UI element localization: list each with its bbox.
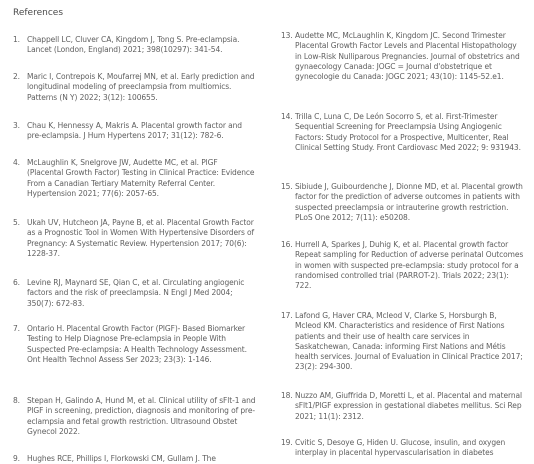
reference-number: 15. xyxy=(281,182,293,191)
reference-number: 17. xyxy=(281,311,293,320)
reference-text: McLaughlin K, Snelgrove JW, Audette MC, et al. PlGF (Placental Growth Factor) Testing in Clinical Practice: Evidence From a Canadian Tertiary Maternity Referral Center. Hypertension 2021; 77(6): 2057-65. xyxy=(27,158,255,198)
reference-item-16 xyxy=(281,240,524,291)
reference-number: 13. xyxy=(281,31,293,40)
reference-text: Lafond G, Haver CRA, Mcleod V, Clarke S, Horsburgh B, Mcleod KM. Characteristics and residence of First Nations patients and their use of health care services in Saskatchewan, Canada: informing First Nations and Métis health services. Journal of Evaluation in Clinical Practice 2017; 23(2): 294-300. xyxy=(295,311,523,372)
reference-text: Maric I, Contrepois K, Moufarrej MN, et al. Early prediction and longitudinal modeling of preeclampsia from multiomics. Patterns (N Y) 2022; 3(12): 100655. xyxy=(27,72,255,102)
reference-text: Chau K, Hennessy A, Makris A. Placental growth factor and pre-eclampsia. J Hum Hypertens 2017; 31(12): 782-6. xyxy=(27,121,242,141)
reference-text: Nuzzo AM, Giuffrida D, Moretti L, et al. Placental and maternal sFlt1/PlGF expression in gestational diabetes mellitus. Sci Rep 2021; 11(1): 2312. xyxy=(295,391,522,421)
reference-number: 8. xyxy=(13,396,20,405)
reference-number: 18. xyxy=(281,391,293,400)
reference-text: Audette MC, McLaughlin K, Kingdom JC. Second Trimester Placental Growth Factor Levels and Placental Histopathology in Low-Risk Nulliparous Pregnancies. Journal of obstetrics and gynaecology Canada: JOGC = Journal d'obstetrique et gynecologie du Canada: JOGC 2021; 43(10): 1145-52.e1. xyxy=(295,31,520,82)
reference-text: Cvitic S, Desoye G, Hiden U. Glucose, insulin, and oxygen interplay in placental hypervascularisation in diabetes xyxy=(295,438,506,458)
reference-item-13 xyxy=(281,31,524,82)
reference-item-19 xyxy=(281,438,524,459)
reference-item-14 xyxy=(281,112,524,153)
reference-item-8 xyxy=(13,396,256,437)
reference-item-15 xyxy=(281,182,524,223)
reference-text: Stepan H, Galindo A, Hund M, et al. Clinical utility of sFlt-1 and PlGF in screening, prediction, diagnosis and monitoring of pre-eclampsia and fetal growth restriction. Ultrasound Obstet Gynecol 2022. xyxy=(27,396,256,436)
reference-number: 1. xyxy=(13,35,20,44)
reference-item-5 xyxy=(13,218,256,259)
reference-item-7 xyxy=(13,324,256,365)
reference-text: Ukah UV, Hutcheon JA, Payne B, et al. Placental Growth Factor as a Prognostic Tool in Women With Hypertensive Disorders of Pregnancy: A Systematic Review. Hypertension 2017; 70(6): 1228-37. xyxy=(27,218,255,258)
reference-item-1 xyxy=(13,35,256,56)
reference-text: Trilla C, Luna C, De León Socorro S, et al. First-Trimester Sequential Screening for Preeclampsia Using Angiogenic Factors: Study Protocol for a Prospective, Multicenter, Real Clinical Setting Study. Front Cardiovasc Med 2022; 9: 931943. xyxy=(295,112,521,152)
reference-text: Chappell LC, Cluver CA, Kingdom J, Tong S. Pre-eclampsia. Lancet (London, England) 2021; 398(10297): 341-54. xyxy=(27,35,240,55)
reference-text: Levine RJ, Maynard SE, Qian C, et al. Circulating angiogenic factors and the risk of preeclampsia. N Engl J Med 2004; 350(7): 672-83. xyxy=(27,278,245,308)
reference-number: 7. xyxy=(13,324,20,333)
reference-text: Hurrell A, Sparkes J, Duhig K, et al. Placental growth factor Repeat sampling for Reduction of adverse perinatal Outcomes in women with suspected pre-eclampsia: study protocol for a randomised controlled trial (PARROT-2). Trials 2022; 23(1): 722. xyxy=(295,240,524,291)
reference-text: Sibiude J, Guibourdenche J, Dionne MD, et al. Placental growth factor for the prediction of adverse outcomes in patients with suspected preeclampsia or intrauterine growth restriction. PLoS One 2012; 7(11): e50208. xyxy=(295,182,523,222)
reference-number: 4. xyxy=(13,158,20,167)
reference-item-2 xyxy=(13,72,256,103)
reference-item-9 xyxy=(13,454,256,464)
reference-number: 16. xyxy=(281,240,293,249)
reference-number: 19. xyxy=(281,438,293,447)
reference-number: 6. xyxy=(13,278,20,287)
reference-item-3 xyxy=(13,121,256,142)
reference-number: 2. xyxy=(13,72,20,81)
reference-number: 5. xyxy=(13,218,20,227)
reference-text: Ontario H. Placental Growth Factor (PlGF)- Based Biomarker Testing to Help Diagnose Pre-eclampsia in People With Suspected Pre-eclampsia: A Health Technology Assessment. Ont Health Technol Assess Ser 2023; 23(3): 1-146. xyxy=(27,324,247,364)
reference-item-17 xyxy=(281,311,524,373)
reference-number: 3. xyxy=(13,121,20,130)
reference-text: Hughes RCE, Phillips I, Florkowski CM, Gullam J. The xyxy=(27,454,216,463)
reference-item-4 xyxy=(13,158,256,199)
reference-number: 14. xyxy=(281,112,293,121)
reference-number: 9. xyxy=(13,454,20,463)
reference-item-6 xyxy=(13,278,256,309)
reference-item-18 xyxy=(281,391,524,422)
references-heading: References xyxy=(13,8,64,18)
